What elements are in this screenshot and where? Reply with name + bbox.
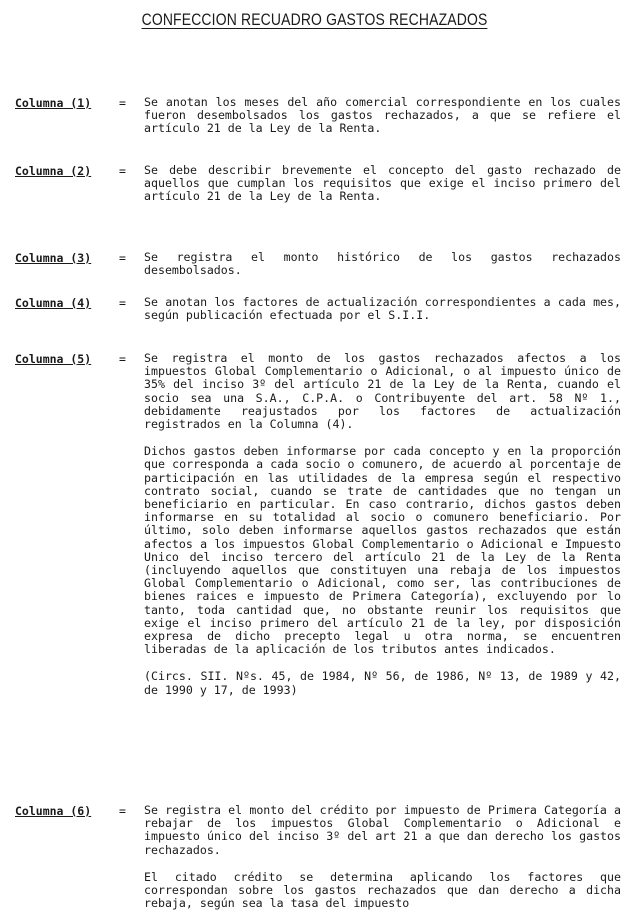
equals-sign: =	[119, 804, 126, 818]
paragraph: Se debe describir brevemente el concepto del gasto rechazado de aquellos que cumplan los requisitos que exige el inciso primero del artículo 21 de la Ley de la Renta.	[144, 163, 621, 204]
paragraph: Se registra el monto histórico de los gastos rechazados desembolsados.	[144, 250, 621, 278]
column-description	[144, 296, 621, 322]
equals-sign: =	[119, 251, 126, 265]
column-description	[144, 251, 621, 277]
paragraph: Dichos gastos deben informarse por cada concepto y en la proporción que corresponda a cada socio o comunero, de acuerdo al porcentaje de participación en las utilidades de la empresa según el respectivo contrato social, cuando se trate de cantidades que no tengan un beneficiario en particular. En caso contrario, dichos gastos deben informarse en su totalidad al socio o comunero beneficiario. Por último, solo deben informarse aquellos gastos rechazados que están afectos a los impuestos Global Complementario o Adicional e Impuesto Unico del inciso tercero del artículo 21 de la Ley de la Renta (incluyendo aquellos que constituyen una rebaja de los impuestos Global Complementario o Adicional, como ser, las contribuciones de bienes raices e impuesto de Primera Categoría), excluyendo por lo tanto, toda cantidad que, no obstante reunir los requisitos que exige el inciso primero del artículo 21 de la ley, por disposición expresa de dicho precepto legal u otra norma, se encuentren liberadas de la aplicación de los tributos antes indicados.	[144, 444, 621, 657]
paragraph: Se anotan los factores de actualización correspondientes a cada mes, según publicación efectuada por el S.I.I.	[144, 295, 621, 323]
column-description	[144, 96, 621, 136]
column-label: Columna (1)	[15, 96, 92, 110]
paragraph: Se registra el monto del crédito por impuesto de Primera Categoría a rebajar de los impuestos Global Complementario o Adicional e impuesto único del inciso 3º del art 21 a que dan derecho los gastos rechazados.	[144, 803, 621, 857]
column-label: Columna (6)	[15, 804, 92, 818]
paragraph: El citado crédito se determina aplicando los factores que correspondan sobre los gastos rechazados que dan derecho a dicha rebaja, según sea la tasa del impuesto	[144, 869, 621, 911]
citation: (Circs. SII. Nºs. 45, de 1984, Nº 56, de 1986, Nº 13, de 1989 y 42, de 1990 y 17, de 1993)	[144, 669, 621, 697]
column-description	[144, 804, 621, 910]
equals-sign: =	[119, 352, 126, 366]
column-description	[144, 352, 621, 697]
equals-sign: =	[119, 296, 126, 310]
column-label: Columna (4)	[15, 296, 92, 310]
equals-sign: =	[119, 96, 126, 110]
paragraph: Se registra el monto de los gastos rechazados afectos a los impuestos Global Complementario o Adicional, o al impuesto único de 35% del inciso 3º del artículo 21 de la Ley de la Renta, cuando el socio sea una S.A., C.P.A. o Contribuyente del art. 58 Nº 1., debidamente reajustados por los factores de actualización registrados en la Columna (4).	[144, 351, 621, 432]
column-label: Columna (5)	[15, 352, 92, 366]
column-label: Columna (2)	[15, 164, 92, 178]
column-label: Columna (3)	[15, 251, 92, 265]
column-description	[144, 164, 621, 204]
equals-sign: =	[119, 164, 126, 178]
document-title: CONFECCION RECUADRO GASTOS RECHAZADOS	[141, 10, 488, 29]
paragraph: Se anotan los meses del año comercial correspondiente en los cuales fueron desembolsados los gastos rechazados, a que se refiere el artículo 21 de la Ley de la Renta.	[144, 95, 621, 136]
